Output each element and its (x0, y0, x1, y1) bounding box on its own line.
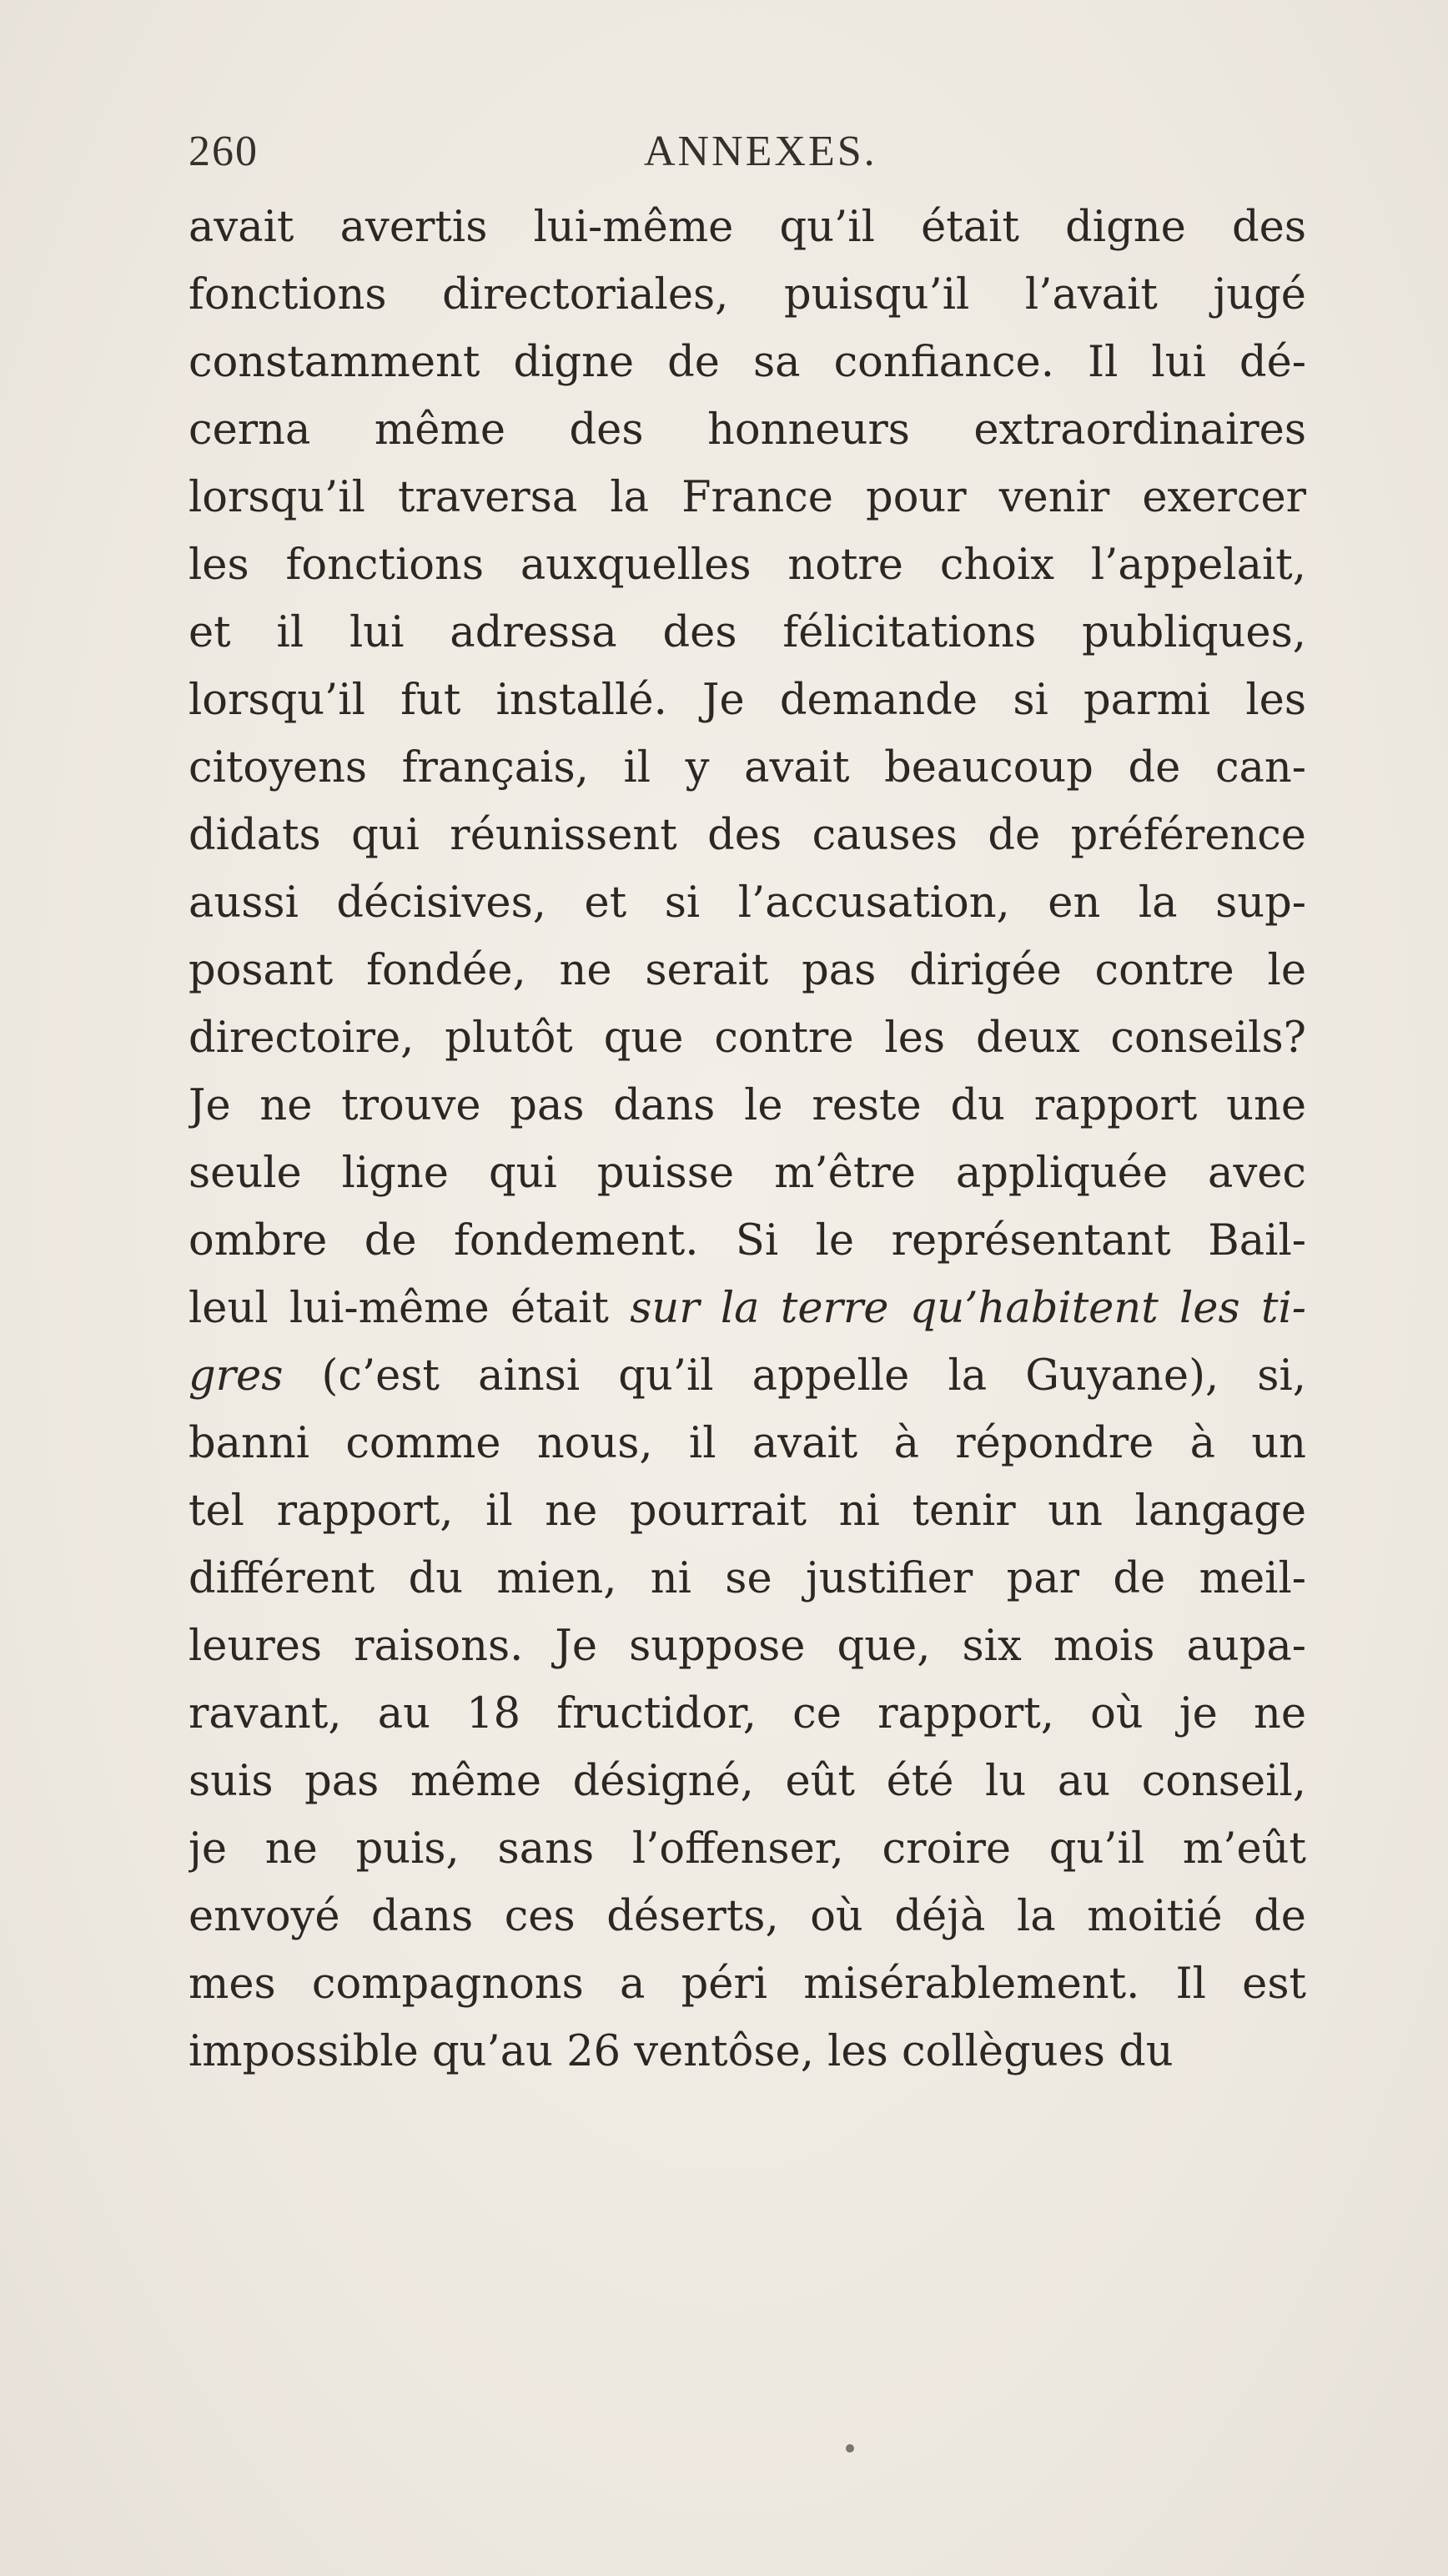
text-line: posant fondée, ne serait pas dirigée contre le (189, 946, 1306, 995)
text-line: lorsqu’il fut installé. Je demande si parmi les (189, 676, 1306, 725)
text-line: leures raisons. Je suppose que, six mois aupa- (189, 1622, 1306, 1671)
text-line: didats qui réunissent des causes de préférence (189, 811, 1306, 860)
italic-quotation: sur la terre qu’habitent les ti- (630, 1284, 1306, 1333)
text-line: aussi décisives, et si l’accusation, en la sup- (189, 878, 1306, 928)
text-line: tel rapport, il ne pourrait ni tenir un langage (189, 1487, 1306, 1536)
text-line: envoyé dans ces déserts, où déjà la moitié de (189, 1892, 1306, 1941)
text-line-with-italic (189, 1275, 1306, 1342)
text-line: et il lui adressa des félicitations publiques, (189, 608, 1306, 657)
text-line: lorsqu’il traversa la France pour venir exercer (189, 473, 1306, 522)
text-line: citoyens français, il y avait beaucoup de can- (189, 743, 1306, 792)
text-line: banni comme nous, il avait à répondre à un (189, 1419, 1306, 1468)
ink-speck (846, 2444, 854, 2453)
text-line: différent du mien, ni se justifier par de meil- (189, 1554, 1306, 1603)
text-line: cerna même des honneurs extraordinaires (189, 405, 1306, 455)
text-line: ravant, au 18 fructidor, ce rapport, où je ne (189, 1689, 1306, 1738)
line-text: (c’est ainsi qu’il appelle la Guyane), si, (283, 1351, 1306, 1401)
text-line: Je ne trouve pas dans le reste du rapport une (189, 1081, 1306, 1130)
text-line: directoire, plutôt que contre les deux conseils? (189, 1014, 1306, 1063)
page-number: 260 (189, 128, 259, 175)
body-text (189, 194, 1306, 2085)
text-line-with-italic (189, 1342, 1306, 1410)
text-line: avait avertis lui-même qu’il était digne des (189, 203, 1306, 252)
text-line: impossible qu’au 26 ventôse, les collègues du (189, 2027, 1174, 2076)
running-head: ANNEXES. (644, 128, 877, 175)
text-line: je ne puis, sans l’offenser, croire qu’il m’eût (189, 1824, 1306, 1874)
italic-quotation: gres (189, 1351, 284, 1401)
line-text: leul lui-même était (189, 1284, 631, 1333)
text-line: constamment digne de sa confiance. Il lui dé- (189, 338, 1306, 387)
text-line: les fonctions auxquelles notre choix l’appelait, (189, 541, 1306, 590)
text-line: ombre de fondement. Si le représentant Bail- (189, 1216, 1306, 1265)
page-header (189, 127, 1306, 185)
text-line: suis pas même désigné, eût été lu au conseil, (189, 1757, 1306, 1806)
text-line: mes compagnons a péri misérablement. Il est (189, 1960, 1306, 2009)
text-line: seule ligne qui puisse m’être appliquée avec (189, 1149, 1306, 1198)
text-line: fonctions directoriales, puisqu’il l’avait jugé (189, 270, 1306, 319)
